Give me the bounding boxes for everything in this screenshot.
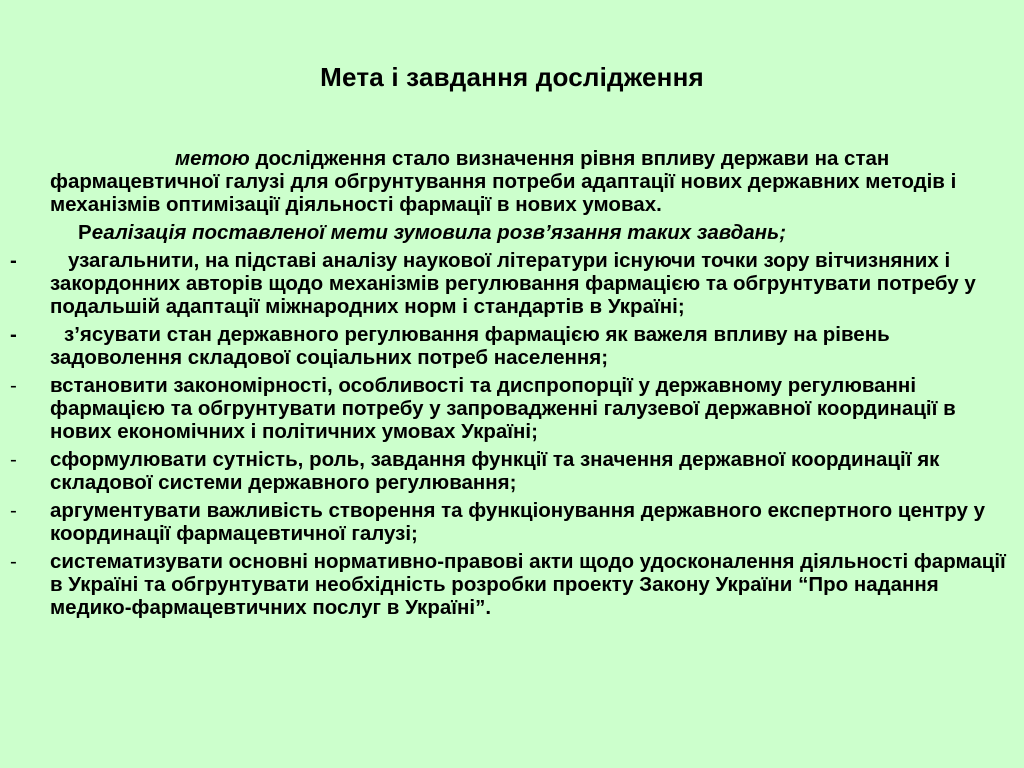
task-text: аргументувати важливість створення та функціонування державного експертного центру у координації фармацевтичної галузі; [50, 499, 986, 545]
task-dash: - [10, 323, 17, 346]
task-dash: - [10, 249, 17, 272]
task-text: узагальнити, на підставі аналізу наукової літератури існуючи точки зору вітчизняних і закордонних авторів щодо механізмів регулювання фармацією та обгрунтувати потребу у подальшій адаптації міжнародних норм і стандартів в Україні; [50, 249, 976, 318]
task-item [10, 550, 1015, 619]
task-text: з’ясувати стан державного регулювання фармацією як важеля впливу на рівень задоволення складової соціальних потреб населення; [50, 323, 890, 369]
task-dash: - [10, 448, 17, 471]
task-dash: - [10, 374, 17, 397]
intro-text: дослідження стало визначення рівня впливу держави на стан фармацевтичної галузі для обгрунтування потреби адаптації нових державних методів і механізмів оптимізації діяльності фармації в нових умовах. [50, 147, 957, 216]
task-dash: - [10, 499, 17, 522]
tasks-intro-first-letter: Р [78, 221, 92, 244]
slide-body [10, 147, 1015, 619]
task-item [10, 374, 1015, 443]
task-text: систематизувати основні нормативно-правові акти щодо удосконалення діяльності фармації в Україні та обгрунтувати необхідність розробки проекту Закону України “Про надання медико-фармацевтичних послуг в Україні”. [50, 550, 1006, 619]
task-item [10, 448, 1015, 494]
tasks-intro [10, 221, 1015, 244]
task-item [10, 249, 1015, 318]
task-dash: - [10, 550, 17, 573]
tasks-intro-text: еалізація поставленої мети зумовила розв’язання таких завдань; [91, 221, 787, 244]
task-text: встановити закономірності, особливості та диспропорції у державному регулюванні фармацією та обгрунтувати потребу у запровадженні галузевої державної координації в нових економічних і політичних умовах Україні; [50, 374, 956, 443]
intro-paragraph [10, 147, 1015, 216]
task-item [10, 323, 1015, 369]
task-item [10, 499, 1015, 545]
task-text: сформулювати сутність, роль, завдання функції та значення державної координації як складової системи державного регулювання; [50, 448, 940, 494]
slide-title: Мета і завдання дослідження [320, 62, 704, 92]
intro-emphasis: метою [175, 147, 250, 170]
